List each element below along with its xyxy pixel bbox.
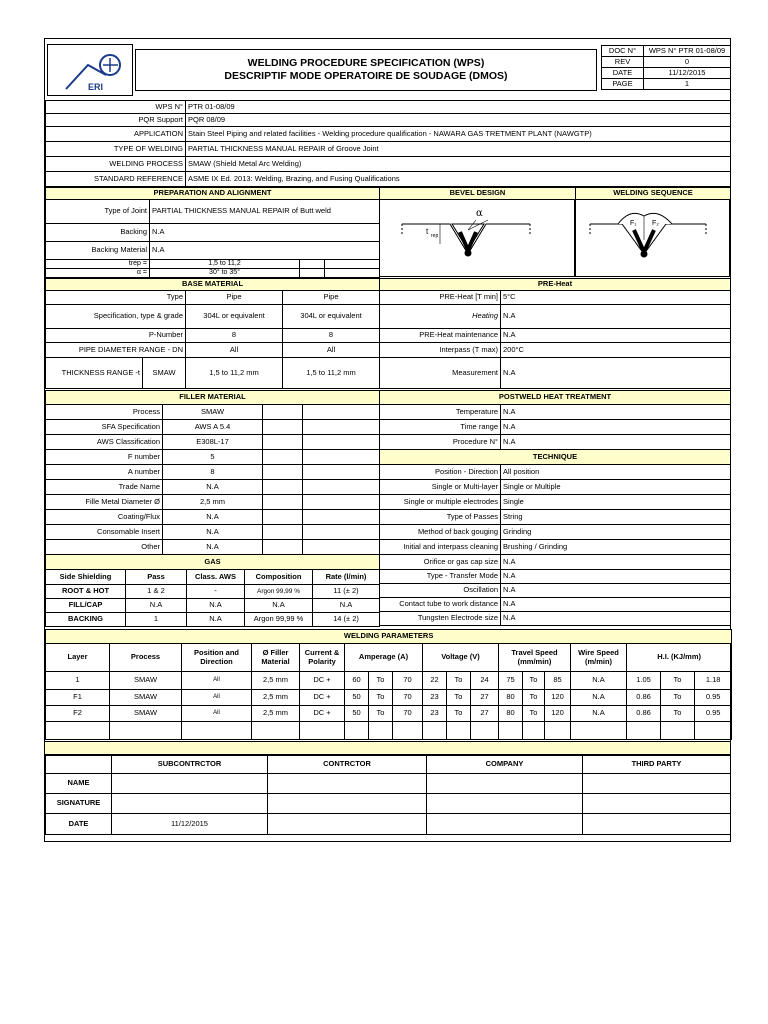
- date-row-label: DATE: [46, 814, 112, 835]
- technique-key: Tungsten Electrode size: [380, 612, 501, 626]
- volt-max-cell: 27: [471, 690, 499, 706]
- base-type-label: Type: [46, 291, 186, 305]
- technique-value: N.A: [501, 555, 731, 570]
- heating-value: N.A: [501, 305, 731, 329]
- pwht-value: N.A: [501, 435, 731, 450]
- pwht-technique-table: [379, 404, 731, 626]
- technique-section-title: TECHNIQUE: [380, 450, 731, 465]
- bevel-drawing: [379, 199, 575, 277]
- filler-key: AWS Classification: [46, 435, 163, 450]
- rev-value: 0: [644, 57, 731, 68]
- pwht-key: Temperature: [380, 405, 501, 420]
- params-row: [46, 706, 732, 722]
- info-table: [45, 100, 731, 187]
- date-label: DATE: [602, 68, 644, 79]
- gas-cell: N.A: [245, 599, 313, 613]
- gas-cell: N.A: [126, 599, 187, 613]
- params-header: Wire Speed (m/min): [571, 644, 627, 672]
- backing-material-value: N.A: [150, 242, 380, 260]
- position-cell: All: [182, 690, 252, 706]
- date-field[interactable]: [583, 814, 731, 835]
- technique-value: All position: [501, 465, 731, 480]
- info-key: TYPE OF WELDING: [46, 142, 186, 157]
- position-cell: All: [182, 706, 252, 722]
- technique-value: Brushing / Grinding: [501, 540, 731, 555]
- process-cell: SMAW: [110, 706, 182, 722]
- gas-table: [45, 554, 380, 627]
- to-label: To: [523, 672, 545, 690]
- filler-value: 8: [163, 465, 263, 480]
- dn-1: All: [186, 343, 283, 358]
- date-value: 11/12/2015: [644, 68, 731, 79]
- measurement-label: Measurement: [380, 358, 501, 389]
- backing-value: N.A: [150, 224, 380, 242]
- dn-2: All: [283, 343, 380, 358]
- to-label: To: [661, 690, 695, 706]
- thickness-label: THICKNESS RANGE -t: [46, 358, 143, 389]
- volt-max-cell: 24: [471, 672, 499, 690]
- layer-cell: 1: [46, 672, 110, 690]
- technique-key: Type - Transfer Mode: [380, 570, 501, 584]
- name-field[interactable]: [427, 774, 583, 794]
- gas-cell: 11 (± 2): [313, 585, 380, 599]
- wps-sheet: [44, 38, 731, 842]
- diameter-cell: 2,5 mm: [252, 690, 300, 706]
- trep-value: 1,5 to 11,2: [150, 260, 300, 269]
- info-key: WPS N°: [46, 101, 186, 114]
- filler-key: Coating/Flux: [46, 510, 163, 525]
- to-label: To: [523, 690, 545, 706]
- position-cell: All: [182, 672, 252, 690]
- gas-header: Pass: [126, 570, 187, 585]
- params-header: Amperage (A): [345, 644, 423, 672]
- technique-key: Position - Direction: [380, 465, 501, 480]
- contractor-header: CONTRCTOR: [268, 756, 427, 774]
- name-field[interactable]: [583, 774, 731, 794]
- params-header: Layer: [46, 644, 110, 672]
- to-label: To: [369, 706, 393, 722]
- page-value: 1: [644, 79, 731, 90]
- prep-table: [45, 199, 380, 278]
- gas-header: Class. AWS: [187, 570, 245, 585]
- preheat-section-title: PRE-Heat: [380, 279, 731, 291]
- doc-no-label: DOC N°: [602, 46, 644, 57]
- params-row: [46, 672, 732, 690]
- info-value: SMAW (Shield Metal Arc Welding): [186, 157, 731, 172]
- gas-cell: 1 & 2: [126, 585, 187, 599]
- gas-header: Composition: [245, 570, 313, 585]
- hi-min-cell: 0.86: [627, 690, 661, 706]
- to-label: To: [447, 672, 471, 690]
- filler-key: A number: [46, 465, 163, 480]
- filler-value: N.A: [163, 525, 263, 540]
- gas-section-title: GAS: [46, 555, 380, 570]
- pnumber-2: 8: [283, 329, 380, 343]
- alpha-symbol: α: [476, 208, 483, 219]
- logo: [47, 44, 133, 96]
- title-line1: WELDING PROCEDURE SPECIFICATION (WPS): [247, 57, 485, 69]
- gas-cell: BACKING: [46, 613, 126, 627]
- technique-key: Single or multiple electrodes: [380, 495, 501, 510]
- hi-max-cell: 1.18: [695, 672, 732, 690]
- volt-min-cell: 23: [423, 706, 447, 722]
- filler-key: Process: [46, 405, 163, 420]
- logo-text: ERI: [88, 82, 104, 92]
- info-value: Stain Steel Piping and related facilities - Welding procedure qualification - NAWARA GAS TRETMENT PLANT (NAWGTP): [186, 127, 731, 142]
- alpha-label: α =: [46, 269, 150, 278]
- filler-key: Consomable Insert: [46, 525, 163, 540]
- speed-max-cell: 85: [545, 672, 571, 690]
- params-header: Position and Direction: [182, 644, 252, 672]
- preheat-tmin-value: 5°C: [501, 291, 731, 305]
- amp-max-cell: 70: [393, 672, 423, 690]
- filler-value: 2,5 mm: [163, 495, 263, 510]
- info-value: PQR 08/09: [186, 114, 731, 127]
- technique-key: Orifice or gas cap size: [380, 555, 501, 570]
- third-party-header: THIRD PARTY: [583, 756, 731, 774]
- speed-max-cell: 120: [545, 690, 571, 706]
- date-field[interactable]: [427, 814, 583, 835]
- process-cell: SMAW: [110, 672, 182, 690]
- params-header: Process: [110, 644, 182, 672]
- joint-label: Type of Joint: [46, 200, 150, 224]
- amp-min-cell: 60: [345, 672, 369, 690]
- trep-label: trep =: [46, 260, 150, 269]
- speed-min-cell: 80: [499, 706, 523, 722]
- filler-value: N.A: [163, 540, 263, 555]
- pnumber-1: 8: [186, 329, 283, 343]
- wire-speed-cell: N.A: [571, 706, 627, 722]
- trep-sub-symbol: rep: [431, 233, 439, 239]
- dn-label: PIPE DIAMETER RANGE - DN: [46, 343, 186, 358]
- technique-value: N.A: [501, 584, 731, 598]
- gas-cell: ROOT & HOT: [46, 585, 126, 599]
- signature-table: [45, 755, 731, 835]
- signature-field[interactable]: [112, 794, 268, 814]
- to-label: To: [523, 706, 545, 722]
- filler-value: N.A: [163, 510, 263, 525]
- filler-value: 5: [163, 450, 263, 465]
- wire-speed-cell: N.A: [571, 690, 627, 706]
- params-header: Current & Polarity: [300, 644, 345, 672]
- to-label: To: [369, 690, 393, 706]
- date-field[interactable]: [268, 814, 427, 835]
- gas-cell: N.A: [187, 613, 245, 627]
- info-key: APPLICATION: [46, 127, 186, 142]
- preheat-tmin-label: PRE-Heat [T min]: [380, 291, 501, 305]
- gas-cell: N.A: [313, 599, 380, 613]
- base-type-2: Pipe: [283, 291, 380, 305]
- params-row: [46, 690, 732, 706]
- filler-section-title: FILLER MATERIAL: [46, 391, 380, 405]
- technique-value: N.A: [501, 612, 731, 626]
- to-label: To: [369, 672, 393, 690]
- filler-table: [45, 404, 380, 555]
- date-field[interactable]: 11/12/2015: [112, 814, 268, 835]
- params-header: Travel Speed (mm/min): [499, 644, 571, 672]
- thickness-1: 1,5 to 11,2 mm: [186, 358, 283, 389]
- weld-sequence-icon: [576, 200, 729, 276]
- signature-field[interactable]: [583, 794, 731, 814]
- gas-cell: 14 (± 2): [313, 613, 380, 627]
- speed-min-cell: 75: [499, 672, 523, 690]
- hi-min-cell: 1.05: [627, 672, 661, 690]
- backing-material-label: Backing Material: [46, 242, 150, 260]
- pwht-value: N.A: [501, 420, 731, 435]
- amp-min-cell: 50: [345, 690, 369, 706]
- backing-label: Backing: [46, 224, 150, 242]
- params-header: Ø Filler Material: [252, 644, 300, 672]
- sequence-section-title: WELDING SEQUENCE: [576, 188, 731, 200]
- technique-value: Single or Multiple: [501, 480, 731, 495]
- trep-symbol: t: [426, 227, 429, 236]
- volt-max-cell: 27: [471, 706, 499, 722]
- title-line2: DESCRIPTIF MODE OPERATOIRE DE SOUDAGE (DMOS): [224, 70, 508, 82]
- separator-strip: [45, 741, 730, 755]
- filler-header-row: [45, 390, 731, 405]
- name-field[interactable]: [268, 774, 427, 794]
- technique-value: Grinding: [501, 525, 731, 540]
- current-cell: DC +: [300, 672, 345, 690]
- volt-min-cell: 23: [423, 690, 447, 706]
- pwht-section-title: POSTWELD HEAT TREATMENT: [380, 391, 731, 405]
- page-label: PAGE: [602, 79, 644, 90]
- amp-max-cell: 70: [393, 690, 423, 706]
- f1-label: F₁: [630, 220, 637, 227]
- eri-logo-icon: [48, 45, 132, 95]
- speed-min-cell: 80: [499, 690, 523, 706]
- bevel-section-title: BEVEL DESIGN: [380, 188, 576, 200]
- process-cell: SMAW: [110, 690, 182, 706]
- params-header: Voltage (V): [423, 644, 499, 672]
- current-cell: DC +: [300, 690, 345, 706]
- technique-value: String: [501, 510, 731, 525]
- filler-value: E308L-17: [163, 435, 263, 450]
- to-label: To: [447, 706, 471, 722]
- gas-header: Side Shielding: [46, 570, 126, 585]
- amp-max-cell: 70: [393, 706, 423, 722]
- volt-min-cell: 22: [423, 672, 447, 690]
- info-key: PQR Support: [46, 114, 186, 127]
- thickness-2: 1,5 to 11,2 mm: [283, 358, 380, 389]
- maintenance-label: PRE-Heat maintenance: [380, 329, 501, 343]
- doc-info-table: [601, 45, 731, 90]
- pnumber-label: P-Number: [46, 329, 186, 343]
- gas-cell: FILL/CAP: [46, 599, 126, 613]
- technique-value: N.A: [501, 598, 731, 612]
- technique-key: Initial and interpass cleaning: [380, 540, 501, 555]
- name-label: NAME: [46, 774, 112, 794]
- technique-key: Method of back gouging: [380, 525, 501, 540]
- prep-section-title: PREPARATION AND ALIGNMENT: [46, 188, 380, 200]
- signature-field[interactable]: [268, 794, 427, 814]
- interpass-value: 200°C: [501, 343, 731, 358]
- pwht-key: Procedure N°: [380, 435, 501, 450]
- filler-key: Other: [46, 540, 163, 555]
- technique-key: Contact tube to work distance: [380, 598, 501, 612]
- to-label: To: [661, 672, 695, 690]
- bevel-diagram-icon: [380, 200, 574, 276]
- gas-cell: N.A: [187, 599, 245, 613]
- info-value: PTR 01-08/09: [186, 101, 731, 114]
- preheat-table: [379, 290, 731, 389]
- joint-value: PARTIAL THICKNESS MANUAL REPAIR of Butt weld: [150, 200, 380, 224]
- company-header: COMPANY: [427, 756, 583, 774]
- params-empty-row: [46, 722, 732, 740]
- pwht-key: Time range: [380, 420, 501, 435]
- technique-key: Single or Multi-layer: [380, 480, 501, 495]
- current-cell: DC +: [300, 706, 345, 722]
- signature-label: SIGNATURE: [46, 794, 112, 814]
- to-label: To: [661, 706, 695, 722]
- rev-label: REV: [602, 57, 644, 68]
- info-key: WELDING PROCESS: [46, 157, 186, 172]
- base-type-1: Pipe: [186, 291, 283, 305]
- hi-min-cell: 0.86: [627, 706, 661, 722]
- pwht-value: N.A: [501, 405, 731, 420]
- technique-key: Oscillation: [380, 584, 501, 598]
- layer-cell: F2: [46, 706, 110, 722]
- base-material-table: [45, 290, 380, 389]
- gas-cell: 1: [126, 613, 187, 627]
- base-spec-label: Specification, type & grade: [46, 305, 186, 329]
- gas-cell: -: [187, 585, 245, 599]
- diameter-cell: 2,5 mm: [252, 672, 300, 690]
- filler-key: Fille Metal Diameter Ø: [46, 495, 163, 510]
- filler-value: AWS A 5.4: [163, 420, 263, 435]
- base-spec-2: 304L or equivalent: [283, 305, 380, 329]
- hi-max-cell: 0.95: [695, 706, 732, 722]
- doc-no-value: WPS N° PTR 01-08/09: [644, 46, 731, 57]
- title-box: [135, 49, 597, 91]
- hi-max-cell: 0.95: [695, 690, 732, 706]
- signature-field[interactable]: [427, 794, 583, 814]
- filler-key: F number: [46, 450, 163, 465]
- params-section-title: WELDING PARAMETERS: [46, 630, 732, 644]
- base-section-title: BASE MATERIAL: [46, 279, 380, 291]
- diameter-cell: 2,5 mm: [252, 706, 300, 722]
- filler-key: Trade Name: [46, 480, 163, 495]
- gas-header: Rate (l/min): [313, 570, 380, 585]
- filler-value: SMAW: [163, 405, 263, 420]
- thickness-process: SMAW: [143, 358, 186, 389]
- technique-value: Single: [501, 495, 731, 510]
- heating-label: Heating: [380, 305, 501, 329]
- info-key: STANDARD REFERENCE: [46, 172, 186, 187]
- interpass-label: Interpass (T max): [380, 343, 501, 358]
- info-value: ASME IX Ed. 2013: Welding, Brazing, and Fusing Qualifications: [186, 172, 731, 187]
- maintenance-value: N.A: [501, 329, 731, 343]
- speed-max-cell: 120: [545, 706, 571, 722]
- f2-label: F₂: [652, 220, 659, 227]
- alpha-value: 30° to 35°: [150, 269, 300, 278]
- subcontractor-header: SUBCONTRCTOR: [112, 756, 268, 774]
- gas-cell: Argon 99,99 %: [245, 585, 313, 599]
- name-field[interactable]: [112, 774, 268, 794]
- measurement-value: N.A: [501, 358, 731, 389]
- base-spec-1: 304L or equivalent: [186, 305, 283, 329]
- technique-value: N.A: [501, 570, 731, 584]
- layer-cell: F1: [46, 690, 110, 706]
- amp-min-cell: 50: [345, 706, 369, 722]
- info-value: PARTIAL THICKNESS MANUAL REPAIR of Groove Joint: [186, 142, 731, 157]
- technique-key: Type of Passes: [380, 510, 501, 525]
- wire-speed-cell: N.A: [571, 672, 627, 690]
- params-header: H.I. (KJ/mm): [627, 644, 732, 672]
- filler-value: N.A: [163, 480, 263, 495]
- gas-cell: Argon 99,99 %: [245, 613, 313, 627]
- filler-key: SFA Specification: [46, 420, 163, 435]
- welding-params-table: [45, 629, 732, 740]
- to-label: To: [447, 690, 471, 706]
- sequence-drawing: [575, 199, 730, 277]
